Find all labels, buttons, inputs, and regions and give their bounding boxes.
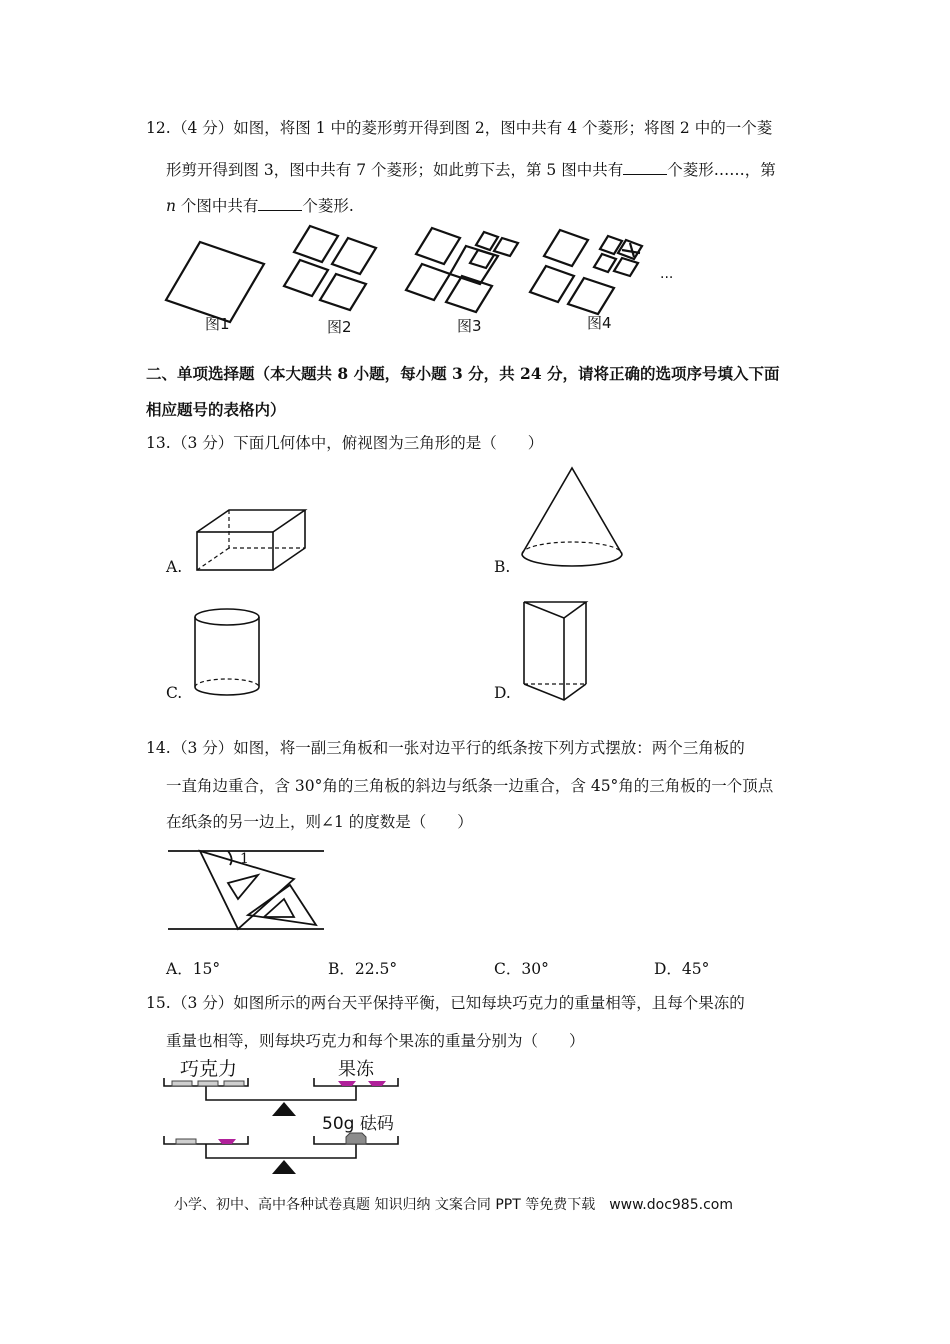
fulcrum-top: [272, 1102, 296, 1116]
q12-blank-2: [258, 196, 302, 211]
q12-line2-a: 形剪开得到图 3，图中共有 7 个菱形；如此剪下去，第 5 图中共有: [166, 161, 624, 179]
fig2-rhombus-tl: [294, 226, 338, 262]
fig1-rhombus: [166, 242, 264, 322]
q15-number: 15.: [146, 994, 171, 1012]
q13-option-a: A.: [166, 558, 183, 576]
jelly-label: 果冻: [338, 1059, 374, 1080]
fig4-caption: 图4: [587, 314, 612, 332]
q15-line2: 重量也相等，则每块巧克力和每个果冻的重量分别为（ ）: [166, 1032, 585, 1050]
triangle-boards-figure: [168, 845, 328, 935]
chocolate: [172, 1081, 192, 1086]
q12-line2-b: 个菱形……，第: [667, 161, 776, 179]
q12-n: n: [166, 197, 176, 215]
q14-line3: 在纸条的另一边上，则∠1 的度数是（ ）: [166, 813, 473, 831]
chocolate-label: 巧克力: [180, 1058, 238, 1080]
q14-option-a: A．15°: [166, 960, 221, 978]
section2-heading-line1: 二、单项选择题（本大题共 8 小题，每小题 3 分，共 24 分，请将正确的选项序号填入下面: [146, 364, 780, 383]
q12-rhombus-figures: [160, 222, 700, 337]
balance-scales-figure: [160, 1056, 410, 1176]
q12-line3: [166, 196, 354, 215]
q13-option-c: C.: [166, 684, 183, 702]
chocolate: [224, 1081, 244, 1086]
cylinder-figure: [192, 607, 262, 699]
fig2-caption: 图2: [327, 318, 352, 336]
q12-line1: （4 分）如图，将图 1 中的菱形剪开得到图 2，图中共有 4 个菱形；将图 2 中的一个菱: [172, 119, 773, 137]
q12-line2: [166, 160, 776, 179]
fig3-caption: 图3: [457, 317, 482, 335]
chocolate: [176, 1139, 196, 1144]
q14-number: 14.: [146, 739, 171, 757]
page-footer: 小学、初中、高中各种试卷真题 知识归纳 文案合同 PPT 等免费下载 www.doc985.com: [174, 1197, 733, 1213]
q14-line2: 一直角边重合，含 30°角的三角板的斜边与纸条一边重合，含 45°角的三角板的一个顶点: [166, 777, 774, 795]
fulcrum-bottom: [272, 1160, 296, 1174]
fig2-rhombus-br: [320, 274, 366, 310]
chocolate: [198, 1081, 218, 1086]
q13-text: （3 分）下面几何体中，俯视图为三角形的是（ ）: [172, 434, 544, 452]
q14-option-b: B．22.5°: [328, 960, 398, 978]
cone-figure: [518, 466, 628, 572]
q12-line3-a: 个图中共有: [175, 197, 259, 215]
q13-number: 13.: [146, 434, 171, 452]
q15-line1: （3 分）如图所示的两台天平保持平衡，已知每块巧克力的重量相等，且每个果冻的: [172, 994, 745, 1012]
angle-1-label: 1: [240, 851, 249, 867]
fig1-caption: 图1: [205, 315, 230, 333]
q12-number: 12.: [146, 119, 171, 137]
q12-blank-1: [623, 160, 667, 175]
cuboid-figure: [195, 508, 307, 572]
q13-option-d: D.: [494, 684, 511, 702]
weight-50g: [346, 1133, 366, 1144]
section2-heading-line2: 相应题号的表格内）: [146, 400, 286, 419]
weight-label: 50g 砝码: [322, 1114, 394, 1134]
q14-option-d: D．45°: [654, 960, 710, 978]
q13-option-b: B.: [494, 558, 511, 576]
q12-ellipsis: ···: [660, 270, 674, 286]
q12-line3-b: 个菱形.: [302, 197, 354, 215]
q14-option-c: C．30°: [494, 960, 549, 978]
fig2-rhombus-bl: [284, 260, 328, 296]
triangle-45: [248, 885, 316, 925]
q14-line1: （3 分）如图，将一副三角板和一张对边平行的纸条按下列方式摆放：两个三角板的: [172, 739, 745, 757]
fig2-rhombus-tr: [332, 238, 376, 274]
triangular-prism-figure: [520, 598, 590, 702]
